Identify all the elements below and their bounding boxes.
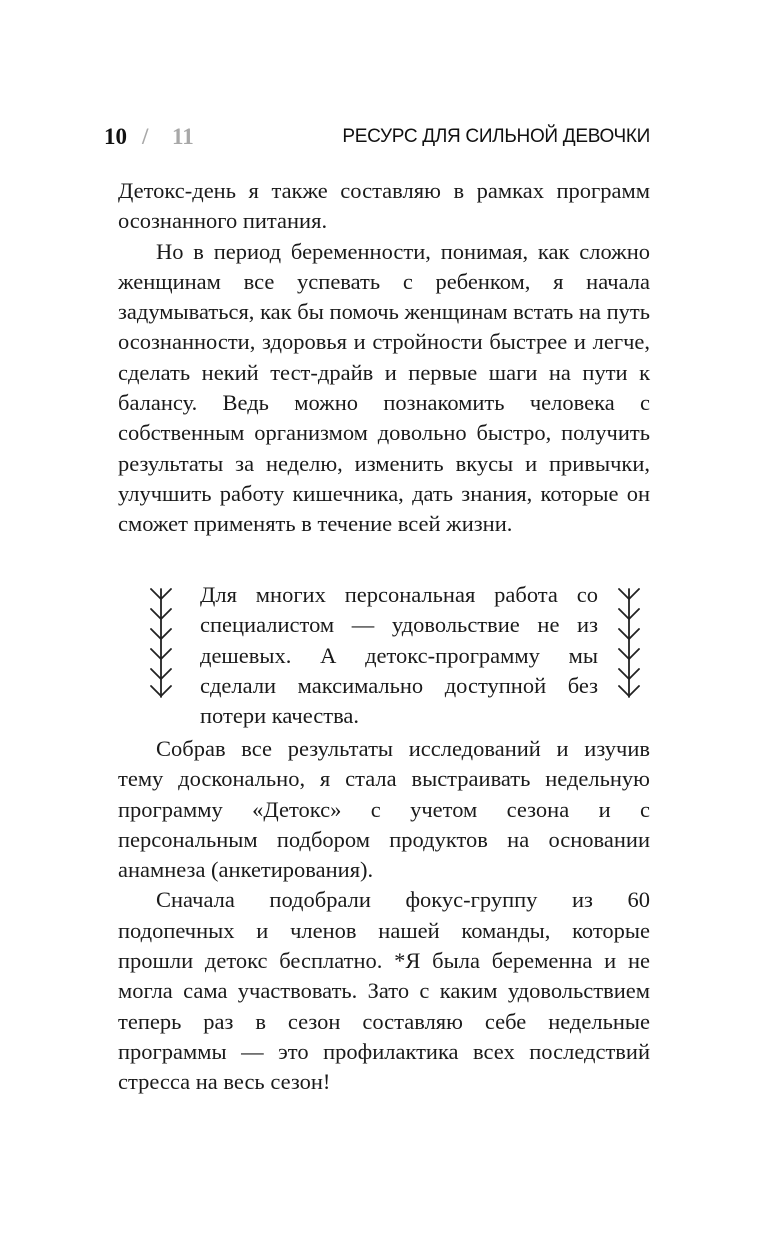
paragraph: Но в период беременности, понимая, как сложно женщинам все успевать с ребенком, я начала задумываться, как бы помочь женщинам встать на путь осознанности, здоровья и стройности быстрее и легче, сделать некий тест-драйв и первые шаги на пути к балансу. Ведь можно познакомить человека с собственным организмом довольно быстро, получить результаты за неделю, изменить вкусы и привычки, улучшить работу кишечника, дать знания, которые он сможет применять в течение всей жизни. xyxy=(118,238,650,537)
paragraph: Собрав все результаты исследований и изучив тему досконально, я стала выстраивать недельную программу «Детокс» с учетом сезона и с персональным подбором продуктов на основании анамнеза (анкетирования). xyxy=(118,736,650,883)
paragraph: Детокс-день я также составляю в рамках программ осознанного питания. xyxy=(118,178,650,234)
page-header xyxy=(104,124,650,156)
sprig-icon xyxy=(146,585,176,700)
body-text-bottom xyxy=(118,734,650,1098)
callout-text: Для многих персональная работа со специалистом — удовольствие не из дешевых. А детокс-программу мы сделали максимально доступной без потери качества. xyxy=(200,582,598,729)
paragraph: Сначала подобрали фокус-группу из 60 подопечных и членов нашей команды, которые прошли детокс бесплатно. *Я была беременна и не могла сама участвовать. Зато с каким удовольствием теперь раз в сезон составляю себе недельные программы — это профилактика всех последствий стресса на весь сезон! xyxy=(118,887,650,1095)
sprig-icon xyxy=(614,585,644,700)
callout-box xyxy=(200,580,598,731)
page-number-separator: / xyxy=(142,124,149,149)
body-text-top xyxy=(118,176,650,540)
running-title: РЕСУРС ДЛЯ СИЛЬНОЙ ДЕВОЧКИ xyxy=(342,126,650,147)
page-number-other: 11 xyxy=(172,124,194,149)
page-number-current: 10 xyxy=(104,124,127,149)
